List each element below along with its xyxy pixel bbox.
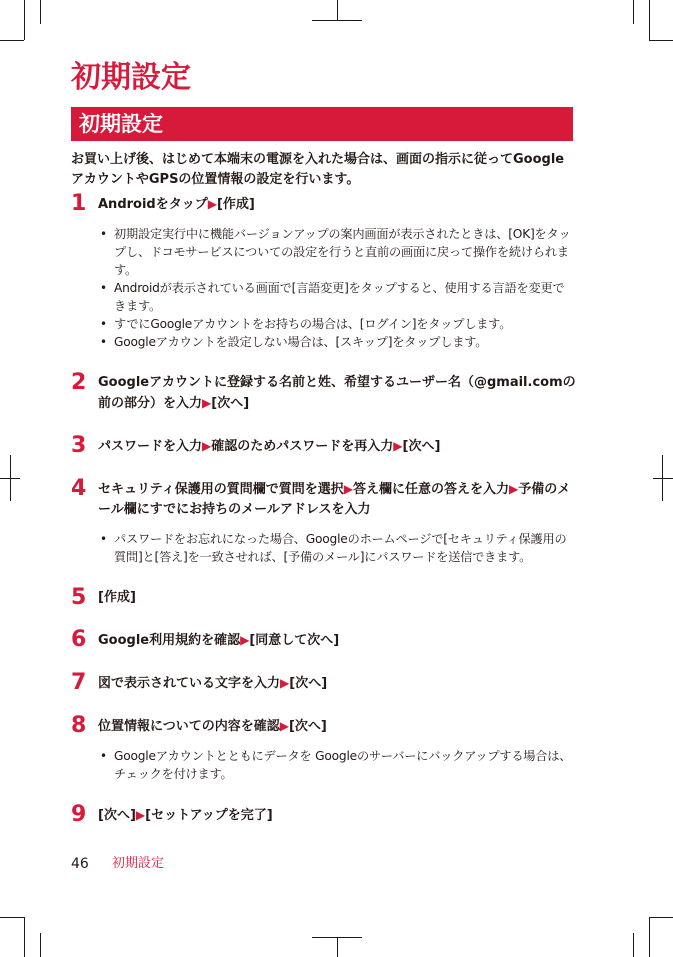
step-part: Androidをタップ (98, 197, 208, 212)
step-number: 6 (71, 627, 87, 652)
arrow-icon: ▶ (393, 439, 403, 453)
step-part: 予備のメール欄にすでにお持ちのメールアドレスを入力 (98, 482, 571, 517)
step-part: 答え欄に任意の答えを入力 (352, 482, 509, 497)
crop-mark (649, 917, 673, 918)
step-instruction (98, 673, 576, 694)
crop-mark (312, 20, 362, 21)
step-number: 1 (71, 191, 87, 216)
arrow-icon: ▶ (240, 633, 250, 647)
note-list (98, 225, 576, 351)
note-item: • Googleアカウントとともにデータを Googleのサーバーにバックアップする場合は、チェックを付けます。 (98, 747, 576, 783)
crop-mark (633, 933, 634, 957)
note-list (98, 747, 576, 783)
step-part: [セットアップを完了] (145, 808, 273, 823)
page-title: 初期設定 (71, 60, 191, 95)
note-list (98, 530, 576, 566)
steps-list (71, 191, 576, 827)
arrow-icon: ▶ (508, 482, 519, 496)
step-number: 8 (71, 713, 87, 738)
step-part: [次へ] (288, 719, 327, 734)
crop-mark (24, 917, 25, 957)
step-number: 3 (71, 433, 87, 458)
step-part: [次へ] (289, 676, 328, 691)
step-instruction (98, 805, 576, 826)
step-9 (71, 802, 576, 827)
note-item: • Googleアカウントを設定しない場合は、[スキップ]をタップします。 (98, 333, 576, 351)
step-instruction (98, 716, 576, 737)
step-part: [次へ] (402, 439, 441, 454)
step-instruction (98, 588, 576, 608)
step-part: 位置情報についての内容を確認 (98, 719, 280, 734)
footer-chapter: 初期設定 (112, 856, 165, 871)
crop-mark (10, 455, 11, 501)
crop-mark (0, 40, 24, 41)
step-7 (71, 670, 576, 695)
step-instruction (98, 630, 576, 651)
arrow-icon: ▶ (280, 676, 290, 690)
crop-mark (24, 0, 25, 40)
arrow-icon: ▶ (207, 197, 217, 211)
step-part: [次へ] (98, 808, 136, 823)
step-part: [次へ] (211, 396, 250, 411)
step-part: [作成] (98, 590, 136, 605)
crop-mark (0, 917, 24, 918)
note-item: • Androidが表示されている画面で[言語変更]をタップすると、使用する言語を変更できます。 (98, 279, 576, 315)
crop-mark (662, 455, 663, 501)
crop-mark (40, 0, 41, 24)
step-instruction (98, 436, 576, 457)
step-instruction (98, 373, 576, 414)
step-5 (71, 585, 576, 610)
arrow-icon: ▶ (202, 439, 212, 453)
step-4 (71, 476, 576, 566)
step-number: 7 (71, 670, 87, 695)
crop-mark (649, 917, 650, 957)
arrow-icon: ▶ (343, 482, 353, 496)
step-part: Google利用規約を確認 (98, 633, 241, 648)
crop-mark (649, 0, 650, 40)
step-instruction (98, 479, 576, 520)
step-part: 確認のためパスワードを再入力 (211, 439, 394, 454)
step-part: [同意して次へ] (249, 633, 340, 648)
page-number: 46 (71, 856, 89, 872)
step-part: [作成] (216, 197, 255, 212)
arrow-icon: ▶ (135, 808, 146, 822)
intro-paragraph: お買い上げ後、はじめて本端末の電源を入れた場合は、画面の指示に従ってGoogleアカウントやGPSの位置情報の設定を行います。 (71, 152, 565, 187)
step-part: 図で表示されている文字を入力 (98, 676, 281, 691)
step-number: 5 (71, 585, 87, 610)
arrow-icon: ▶ (202, 396, 212, 410)
note-item: • パスワードをお忘れになった場合、Googleのホームページで[セキュリティ保護用の質問]と[答え]を一致させれば、[予備のメール]にパスワードを送信できます。 (98, 530, 576, 566)
step-number: 2 (71, 370, 87, 395)
crop-mark (653, 478, 673, 479)
arrow-icon: ▶ (279, 719, 289, 733)
step-1 (71, 191, 576, 351)
step-3 (71, 433, 576, 458)
crop-mark (337, 0, 338, 20)
step-6 (71, 627, 576, 652)
step-number: 4 (71, 476, 87, 501)
note-item: • すでにGoogleアカウントをお持ちの場合は、[ログイン]をタップします。 (98, 315, 576, 333)
crop-mark (649, 40, 673, 41)
step-instruction (98, 194, 576, 215)
step-8 (71, 713, 576, 783)
step-number: 9 (71, 802, 87, 827)
step-part: パスワードを入力 (98, 439, 203, 454)
crop-mark (40, 933, 41, 957)
note-item: • 初期設定実行中に機能バージョンアップの案内画面が表示されたときは、[OK]をタップし、ドコモサービスについての設定を行うと直前の画面に戻って操作を続けられます。 (98, 225, 576, 279)
step-part: セキュリティ保護用の質問欄で質問を選択 (98, 482, 344, 497)
section-heading: 初期設定 (79, 112, 163, 136)
crop-mark (337, 937, 338, 957)
section-heading-bar (71, 107, 573, 141)
step-part: Googleアカウントに登録する名前と姓、希望するユーザー名（@gmail.comの前の部分）を入力 (98, 375, 576, 411)
crop-mark (633, 0, 634, 24)
step-2 (71, 370, 576, 414)
